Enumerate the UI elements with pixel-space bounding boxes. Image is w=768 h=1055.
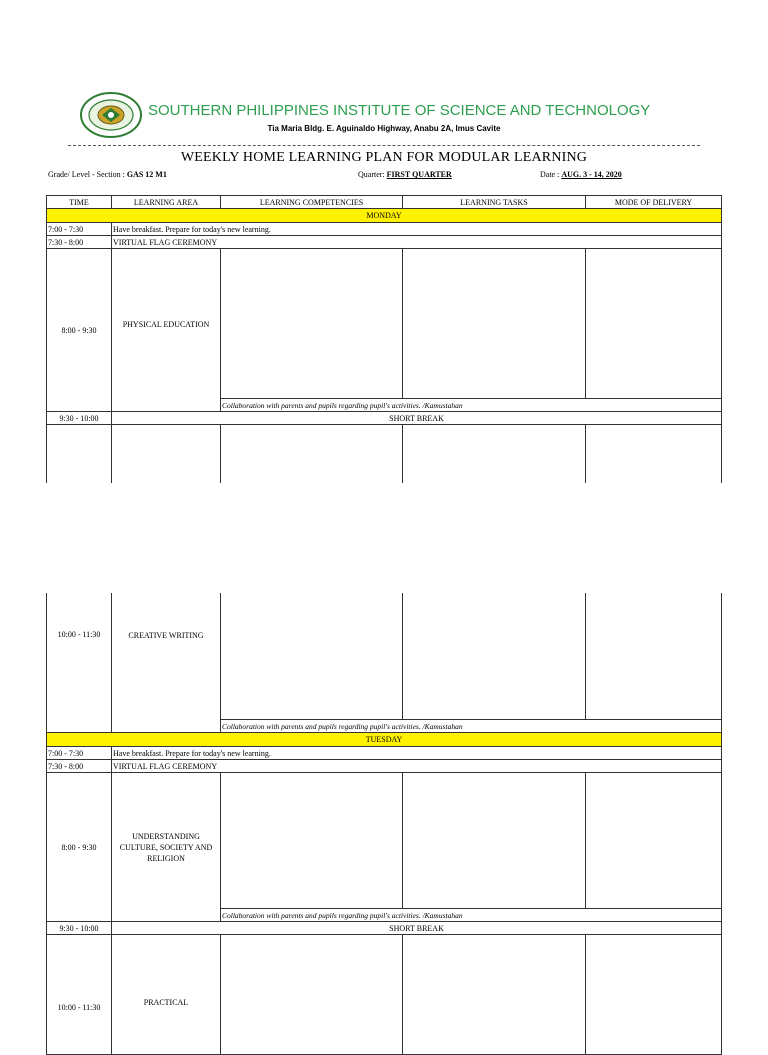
time-cell: 8:00 - 9:30: [47, 773, 112, 922]
collaboration-note: Collaboration with parents and pupils regarding pupil's activities. /Kamustahan: [221, 909, 722, 922]
mode-of-delivery-cell: [586, 935, 722, 1055]
column-header-mode-of-delivery: MODE OF DELIVERY: [586, 196, 722, 209]
tasks-cell: [403, 773, 586, 909]
learning-plan-table: [46, 195, 722, 1055]
table-row: [47, 412, 722, 425]
page-break-gap: [0, 483, 768, 593]
day-label: MONDAY: [47, 209, 722, 223]
collaboration-note: Collaboration with parents and pupils regarding pupil's activities. /Kamustahan: [221, 399, 722, 412]
header-divider: [68, 145, 700, 146]
plan-title: WEEKLY HOME LEARNING PLAN FOR MODULAR LEARNING: [180, 150, 588, 165]
table-row: [47, 236, 722, 249]
time-cell: 10:00 - 11:30: [47, 935, 112, 1055]
day-label: TUESDAY: [47, 733, 722, 747]
column-header-competencies: LEARNING COMPETENCIES: [221, 196, 403, 209]
table-header-row: [47, 196, 722, 209]
competencies-cell: [221, 773, 403, 909]
school-name: SOUTHERN PHILIPPINES INSTITUTE OF SCIENCE AND TECHNOLOGY: [148, 102, 651, 119]
grade-level-section: [48, 170, 167, 179]
table-row: [47, 747, 722, 760]
table-row: [47, 760, 722, 773]
day-row-monday: [47, 209, 722, 223]
time-cell: 9:30 - 10:00: [47, 412, 112, 425]
learning-area-cell: UNDERSTANDING CULTURE, SOCIETY AND RELIGION: [112, 773, 221, 922]
column-header-tasks: LEARNING TASKS: [403, 196, 586, 209]
grade-label: Grade/ Level - Section :: [48, 170, 125, 179]
tasks-cell: [403, 249, 586, 399]
quarter-label: Quarter:: [358, 170, 385, 179]
school-address: Tia Maria Bldg. E. Aguinaldo Highway, Anabu 2A, Imus Cavite: [267, 124, 501, 133]
date-value: AUG. 3 - 14, 2020: [561, 170, 622, 179]
learning-area-cell: PHYSICAL EDUCATION: [112, 249, 221, 412]
time-cell: 9:30 - 10:00: [47, 922, 112, 935]
activity-cell: VIRTUAL FLAG CEREMONY: [112, 760, 722, 773]
time-cell: 7:30 - 8:00: [47, 236, 112, 249]
activity-cell: VIRTUAL FLAG CEREMONY: [112, 236, 722, 249]
quarter-value: FIRST QUARTER: [386, 170, 452, 179]
time-cell: 7:00 - 7:30: [47, 747, 112, 760]
break-cell: SHORT BREAK: [112, 412, 722, 425]
competencies-cell: [221, 935, 403, 1055]
mode-of-delivery-cell: [586, 249, 722, 399]
time-cell: 7:30 - 8:00: [47, 760, 112, 773]
time-cell: 10:00 - 11:30: [47, 425, 112, 733]
learning-area-cell: CREATIVE WRITING: [112, 425, 221, 733]
table-row: [47, 922, 722, 935]
tasks-cell: [403, 935, 586, 1055]
activity-cell: Have breakfast. Prepare for today's new learning.: [112, 223, 722, 236]
column-header-learning-area: LEARNING AREA: [112, 196, 221, 209]
table-row: [47, 773, 722, 909]
time-cell: 8:00 - 9:30: [47, 249, 112, 412]
date: [540, 170, 622, 179]
competencies-cell: [221, 249, 403, 399]
activity-cell: Have breakfast. Prepare for today's new learning.: [112, 747, 722, 760]
table-row: [47, 223, 722, 236]
quarter: [358, 170, 452, 179]
table-row: [47, 249, 722, 399]
learning-area-cell: PRACTICAL: [112, 935, 221, 1055]
column-header-time: TIME: [47, 196, 112, 209]
grade-value: GAS 12 M1: [126, 170, 167, 179]
time-cell: 7:00 - 7:30: [47, 223, 112, 236]
break-cell: SHORT BREAK: [112, 922, 722, 935]
mode-of-delivery-cell: [586, 773, 722, 909]
collaboration-note: Collaboration with parents and pupils regarding pupil's activities. /Kamustahan: [221, 720, 722, 733]
date-label: Date :: [540, 170, 560, 179]
day-row-tuesday: [47, 733, 722, 747]
table-row: [47, 935, 722, 1055]
